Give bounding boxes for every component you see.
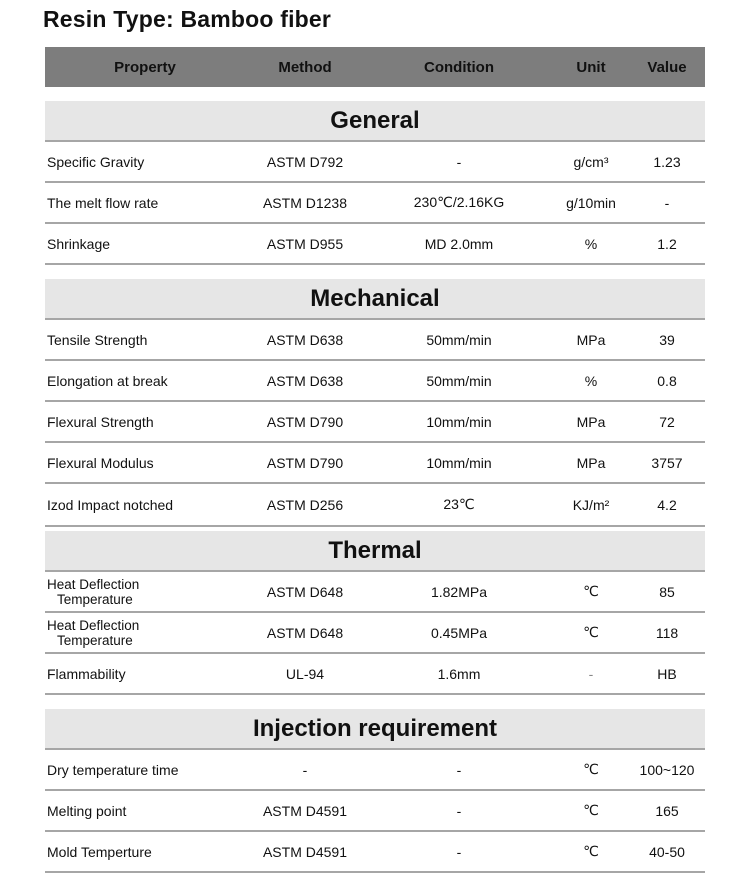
section-mechanical: Mechanical	[45, 279, 705, 320]
value-cell: HB	[657, 665, 677, 682]
condition-cell: 10mm/min	[426, 413, 492, 430]
property-line-1: Heat Deflection	[47, 576, 140, 592]
unit-cell: KJ/m²	[572, 496, 610, 513]
property-line-2: Temperature	[57, 591, 133, 607]
method-cell: ASTM D4591	[262, 843, 348, 860]
property-cell: Shrinkage	[47, 235, 111, 252]
property-line-1: Heat Deflection	[47, 617, 140, 633]
table-row	[45, 791, 705, 832]
condition-cell: -	[456, 153, 462, 170]
table-row	[45, 484, 705, 527]
unit-cell: ℃	[583, 761, 599, 777]
condition-cell: -	[456, 802, 462, 819]
value-cell: 165	[655, 802, 679, 819]
method-cell: ASTM D638	[266, 372, 344, 389]
value-cell: 4.2	[657, 496, 677, 513]
condition-cell: 50mm/min	[426, 372, 492, 389]
method-cell: ASTM D648	[266, 583, 344, 600]
property-line-2: Temperature	[57, 632, 133, 648]
property-cell: Mold Temperture	[47, 843, 152, 860]
table-row	[45, 142, 705, 183]
value-cell: -	[664, 194, 670, 211]
table-header	[45, 47, 705, 87]
property-cell: Flexural Strength	[47, 413, 154, 430]
page-title: Resin Type: Bamboo fiber	[43, 6, 332, 32]
method-cell: ASTM D790	[266, 454, 344, 471]
section-thermal: Thermal	[45, 531, 705, 572]
condition-cell: 0.45MPa	[430, 624, 488, 641]
value-cell: 72	[659, 413, 675, 430]
property-cell: Flexural Modulus	[47, 454, 154, 471]
method-cell: ASTM D790	[266, 413, 344, 430]
condition-cell: 50mm/min	[426, 331, 492, 348]
header-unit: Unit	[576, 58, 606, 76]
property-cell: Elongation at break	[47, 372, 168, 389]
value-cell: 39	[659, 331, 675, 348]
unit-cell: ℃	[583, 843, 599, 859]
method-cell: -	[302, 761, 308, 778]
header-property: Property	[114, 58, 176, 76]
value-cell: 118	[655, 624, 679, 641]
header-condition: Condition	[424, 58, 494, 76]
property-cell: Izod Impact notched	[47, 496, 174, 513]
table-row	[45, 320, 705, 361]
value-cell: 0.8	[657, 372, 677, 389]
unit-cell: g/cm³	[573, 153, 609, 170]
unit-cell: MPa	[576, 454, 606, 471]
table-row	[45, 183, 705, 224]
table-row	[45, 402, 705, 443]
unit-cell: g/10min	[566, 194, 616, 211]
method-cell: ASTM D955	[266, 235, 344, 252]
unit-cell: %	[584, 372, 598, 389]
unit-cell: MPa	[576, 331, 606, 348]
table-row	[45, 832, 705, 873]
property-cell: The melt flow rate	[47, 194, 159, 211]
unit-cell: -	[588, 665, 594, 682]
method-cell: ASTM D1238	[262, 194, 348, 211]
method-cell: ASTM D648	[266, 624, 344, 641]
method-cell: ASTM D256	[266, 496, 344, 513]
property-cell: Tensile Strength	[47, 331, 148, 348]
condition-cell: 23℃	[443, 496, 475, 512]
header-value: Value	[647, 58, 687, 76]
table-row	[45, 613, 705, 654]
unit-cell: %	[584, 235, 598, 252]
unit-cell: MPa	[576, 413, 606, 430]
unit-cell: ℃	[583, 802, 599, 818]
method-cell: ASTM D4591	[262, 802, 348, 819]
unit-cell: ℃	[583, 583, 599, 599]
table-row	[45, 654, 705, 695]
value-cell: 85	[659, 583, 675, 600]
table-row	[45, 443, 705, 484]
value-cell: 1.23	[653, 153, 681, 170]
condition-cell: 1.82MPa	[430, 583, 488, 600]
condition-cell: 1.6mm	[437, 665, 481, 682]
value-cell: 3757	[651, 454, 683, 471]
property-cell: Melting point	[47, 802, 127, 819]
value-cell: 100~120	[639, 761, 695, 778]
property-cell	[45, 577, 245, 607]
method-cell: UL-94	[285, 665, 325, 682]
property-cell: Specific Gravity	[47, 153, 145, 170]
property-cell	[45, 618, 245, 648]
value-cell: 1.2	[657, 235, 677, 252]
property-cell: Dry temperature time	[47, 761, 179, 778]
method-cell: ASTM D792	[266, 153, 344, 170]
condition-cell: 10mm/min	[426, 454, 492, 471]
section-injection-requirement: Injection requirement	[45, 709, 705, 750]
table-row	[45, 361, 705, 402]
table-row	[45, 750, 705, 791]
header-method: Method	[278, 58, 332, 76]
method-cell: ASTM D638	[266, 331, 344, 348]
properties-table	[45, 47, 705, 873]
condition-cell: 230℃/2.16KG	[413, 194, 505, 210]
condition-cell: MD 2.0mm	[424, 235, 494, 252]
condition-cell: -	[456, 843, 462, 860]
section-general: General	[45, 101, 705, 142]
unit-cell: ℃	[583, 624, 599, 640]
table-row	[45, 224, 705, 265]
table-row	[45, 572, 705, 613]
value-cell: 40-50	[649, 843, 685, 860]
property-cell: Flammability	[47, 665, 126, 682]
condition-cell: -	[456, 761, 462, 778]
